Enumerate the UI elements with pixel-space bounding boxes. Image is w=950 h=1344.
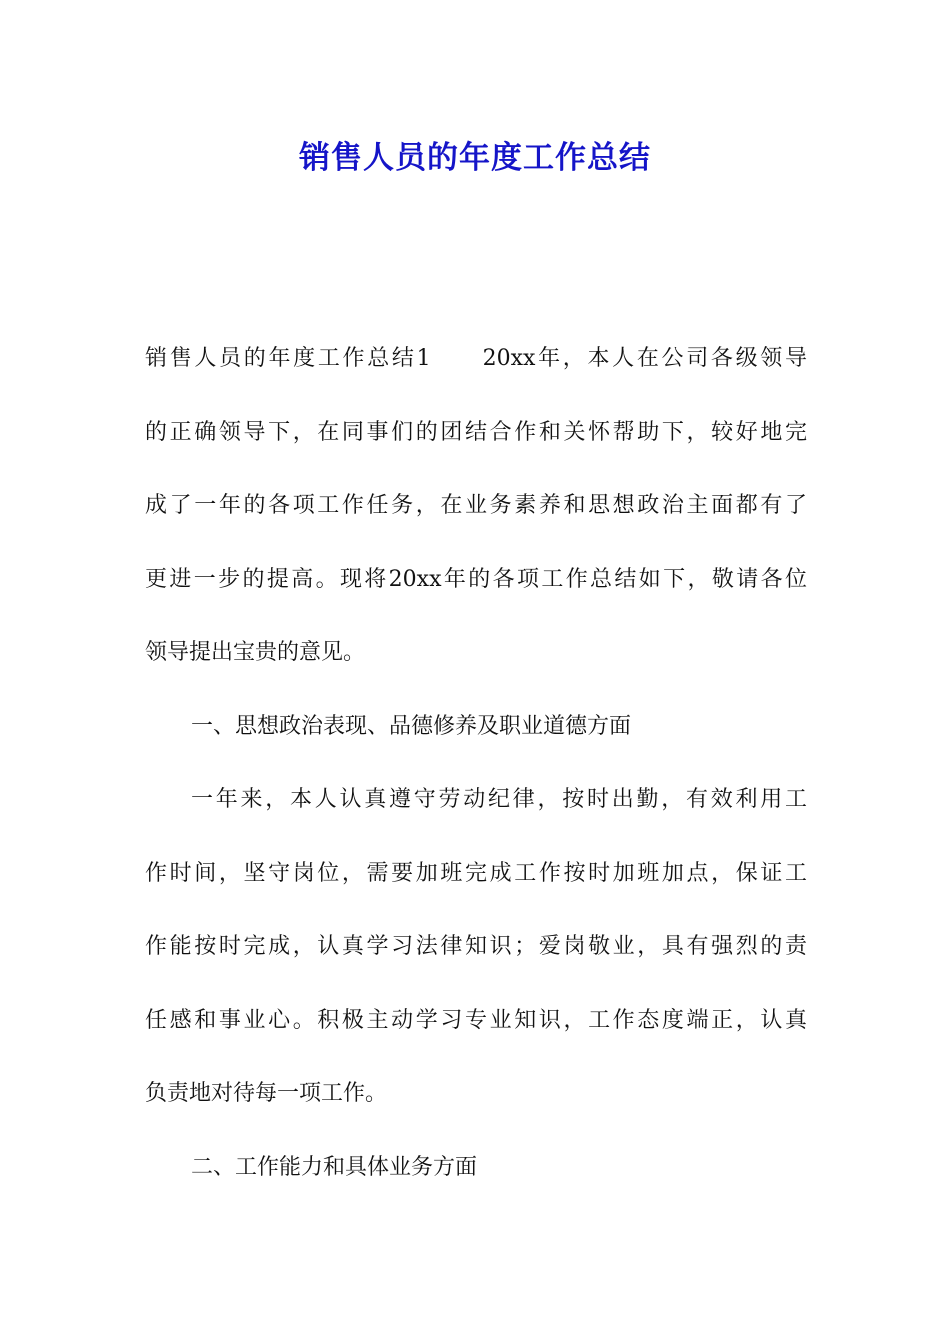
section-heading-2: 二、工作能力和具体业务方面: [191, 1154, 478, 1180]
paragraph-2-line-5: 负责地对待每一项工作。: [145, 1081, 388, 1106]
paragraph-1-line-4: 更进一步的提高。现将20xx年的各项工作总结如下，敬请各位: [145, 566, 807, 592]
paragraph-1-line-3: 成了一年的各项工作任务，在业务素养和思想政治主面都有了: [145, 493, 807, 518]
paragraph-2-line-2: 作时间，坚守岗位，需要加班完成工作按时加班加点，保证工: [145, 860, 807, 886]
paragraph-1-line-1: 销售人员的年度工作总结1 20xx年，本人在公司各级领导: [145, 346, 807, 371]
paragraph-1-line-2: 的正确领导下，在同事们的团结合作和关怀帮助下，较好地完: [145, 419, 807, 445]
section-heading-1: 一、思想政治表现、品德修养及职业道德方面: [191, 713, 632, 739]
paragraph-1-line-5: 领导提出宝贵的意见。: [145, 640, 366, 665]
document-title: 销售人员的年度工作总结: [299, 140, 651, 176]
paragraph-2-line-1: 一年来，本人认真遵守劳动纪律，按时出勤，有效利用工: [191, 787, 807, 812]
paragraph-2-line-4: 任感和事业心。积极主动学习专业知识，工作态度端正，认真: [145, 1007, 807, 1033]
paragraph-2-line-3: 作能按时完成，认真学习法律知识；爱岗敬业，具有强烈的责: [145, 934, 807, 959]
document-body: [145, 340, 807, 1222]
